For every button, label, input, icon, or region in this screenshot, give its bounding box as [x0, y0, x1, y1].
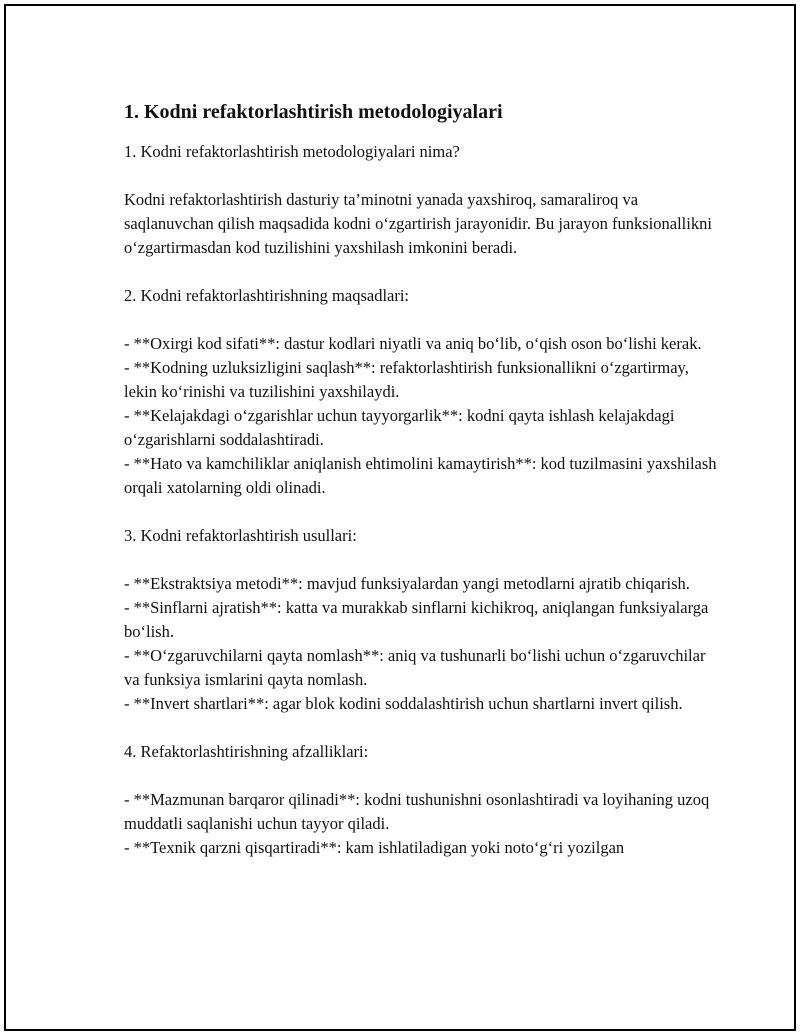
question-line: 1. Kodni refaktorlashtirish metodologiyalari nima? — [124, 142, 460, 161]
list-item: - **Kodning uzluksizligini saqlash**: refaktorlashtirish funksionallikni o‘zgartirmay, lekin ko‘rinishi va tuzilishini yaxshilaydi. — [124, 358, 689, 401]
benefits-list — [124, 788, 724, 860]
document-title: 1. Kodni refaktorlashtirish metodologiyalari — [124, 101, 503, 123]
list-item: - **Ekstraktsiya metodi**: mavjud funksiyalardan yangi metodlarni ajratib chiqarish. — [124, 574, 690, 593]
list-item: - **Oxirgi kod sifati**: dastur kodlari niyatli va aniq bo‘lib, o‘qish oson bo‘lishi kerak. — [124, 334, 702, 353]
section-heading-benefits: 4. Refaktorlashtirishning afzalliklari: — [124, 742, 369, 761]
section-heading-goals: 2. Kodni refaktorlashtirishning maqsadlari: — [124, 286, 410, 305]
methods-list — [124, 572, 724, 716]
list-item: - **Invert shartlari**: agar blok kodini soddalashtirish uchun shartlarni invert qilish. — [124, 694, 683, 713]
list-item: - **Sinflarni ajratish**: katta va murakkab sinflarni kichikroq, aniqlangan funksiyalarga bo‘lish. — [124, 598, 709, 641]
list-item: - **O‘zgaruvchilarni qayta nomlash**: aniq va tushunarli bo‘lishi uchun o‘zgaruvchilar va funksiya ismlarini qayta nomlash. — [124, 646, 706, 689]
document-body — [124, 98, 724, 884]
section-heading-methods: 3. Kodni refaktorlashtirish usullari: — [124, 526, 357, 545]
page-frame — [4, 4, 796, 1031]
intro-paragraph: Kodni refaktorlashtirish dasturiy ta’minotni yanada yaxshiroq, samaraliroq va saqlanuvchan qilish maqsadida kodni o‘zgartirish jarayonidir. Bu jarayon funksionallikni o‘zgartirmasdan kod tuzilishini yaxshilash imkonini beradi. — [124, 190, 712, 257]
list-item: - **Texnik qarzni qisqartiradi**: kam ishlatiladigan yoki noto‘g‘ri yozilgan — [124, 838, 625, 857]
list-item: - **Hato va kamchiliklar aniqlanish ehtimolini kamaytirish**: kod tuzilmasini yaxshilash orqali xatolarning oldi olinadi. — [124, 454, 717, 497]
list-item: - **Kelajakdagi o‘zgarishlar uchun tayyorgarlik**: kodni qayta ishlash kelajakdagi o‘zgarishlarni soddalashtiradi. — [124, 406, 675, 449]
goals-list — [124, 332, 724, 500]
list-item: - **Mazmunan barqaror qilinadi**: kodni tushunishni osonlashtiradi va loyihaning uzoq muddatli saqlanishi uchun tayyor qiladi. — [124, 790, 710, 833]
